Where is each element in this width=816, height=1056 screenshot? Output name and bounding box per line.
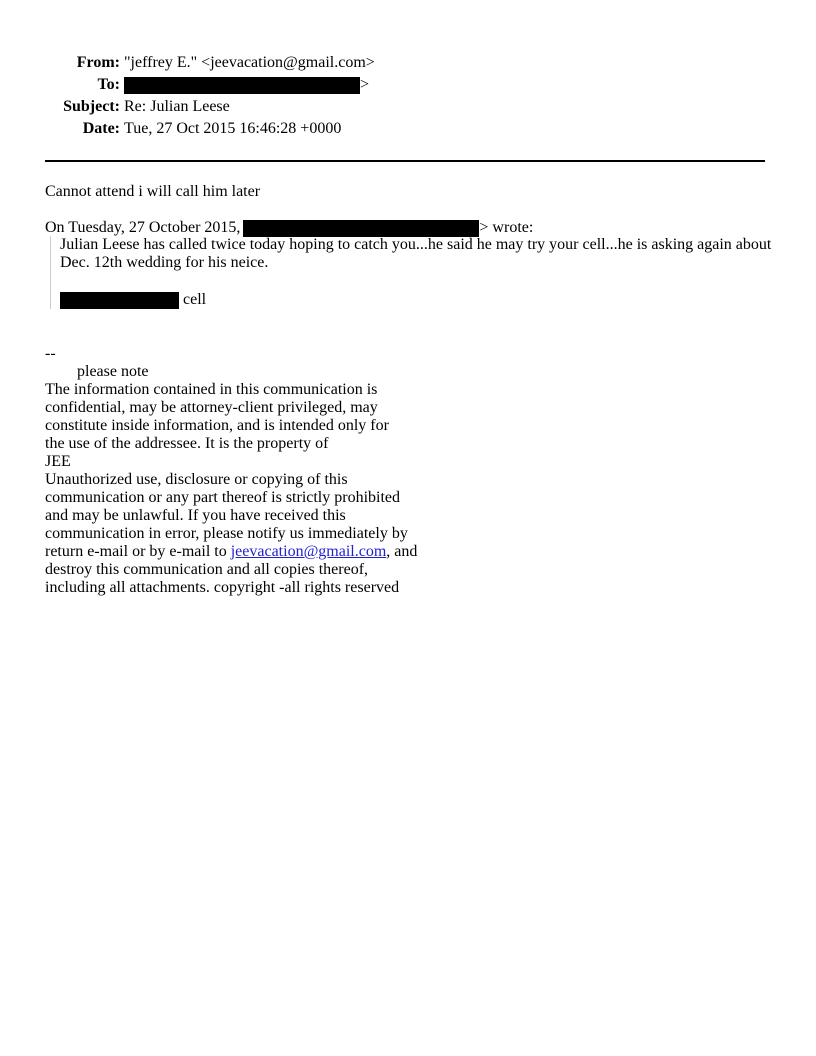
disclaimer-line: communication in error, please notify us immediately by bbox=[45, 525, 408, 542]
subject-label: Subject: bbox=[63, 98, 120, 115]
redaction-block-sender bbox=[243, 220, 479, 237]
from-label: From: bbox=[76, 54, 120, 71]
disclaimer-line: the use of the addressee. It is the property of bbox=[45, 435, 329, 452]
disclaimer-line: confidential, may be attorney-client privileged, may bbox=[45, 399, 378, 416]
email-link[interactable]: jeevacation@gmail.com bbox=[230, 543, 387, 560]
to-value bbox=[124, 74, 369, 96]
header-from-row bbox=[0, 52, 816, 74]
subject-value: Re: Julian Leese bbox=[124, 98, 230, 115]
quote-intro-suffix: > wrote: bbox=[479, 219, 534, 236]
disclaimer-line: JEE bbox=[45, 453, 71, 470]
disclaimer-line: Unauthorized use, disclosure or copying of this bbox=[45, 471, 348, 488]
disclaimer-line: and may be unlawful. If you have received this bbox=[45, 507, 346, 524]
date-value: Tue, 27 Oct 2015 16:46:28 +0000 bbox=[124, 120, 342, 137]
quoted-message-block bbox=[50, 236, 781, 309]
email-line-suffix: , and bbox=[386, 543, 418, 560]
signature-note: please note bbox=[77, 363, 149, 380]
date-label: Date: bbox=[82, 120, 120, 137]
quoted-cell-label: cell bbox=[183, 291, 207, 308]
disclaimer-line: The information contained in this communication is bbox=[45, 381, 378, 398]
quoted-cell-line bbox=[60, 291, 206, 309]
to-label: To: bbox=[97, 76, 120, 93]
disclaimer-line: destroy this communication and all copies thereof, bbox=[45, 561, 369, 578]
redaction-block-phone bbox=[60, 292, 179, 309]
disclaimer-email-line bbox=[45, 543, 465, 561]
from-value: "jeffrey E." <jeevacation@gmail.com> bbox=[124, 54, 375, 71]
email-line-prefix: return e-mail or by e-mail to bbox=[45, 543, 231, 560]
quote-intro bbox=[45, 219, 533, 237]
header-subject-row bbox=[0, 96, 816, 118]
reply-text: Cannot attend i will call him later bbox=[45, 183, 261, 200]
header-to-row bbox=[0, 74, 816, 96]
disclaimer-line: including all attachments. copyright -all rights reserved bbox=[45, 579, 400, 596]
signature-block bbox=[45, 345, 465, 597]
header-divider bbox=[45, 160, 765, 162]
disclaimer-line: communication or any part thereof is strictly prohibited bbox=[45, 489, 401, 506]
quote-intro-prefix: On Tuesday, 27 October 2015, bbox=[45, 219, 241, 236]
disclaimer-line: constitute inside information, and is intended only for bbox=[45, 417, 389, 434]
to-suffix: > bbox=[360, 76, 370, 93]
header-date-row bbox=[0, 118, 816, 140]
signature-separator: -- bbox=[45, 345, 56, 362]
redaction-block-to bbox=[124, 77, 360, 94]
quoted-message: Julian Leese has called twice today hoping to catch you...he said he may try your cell...he is asking again about Dec. 12th wedding for his neice. bbox=[60, 236, 772, 271]
